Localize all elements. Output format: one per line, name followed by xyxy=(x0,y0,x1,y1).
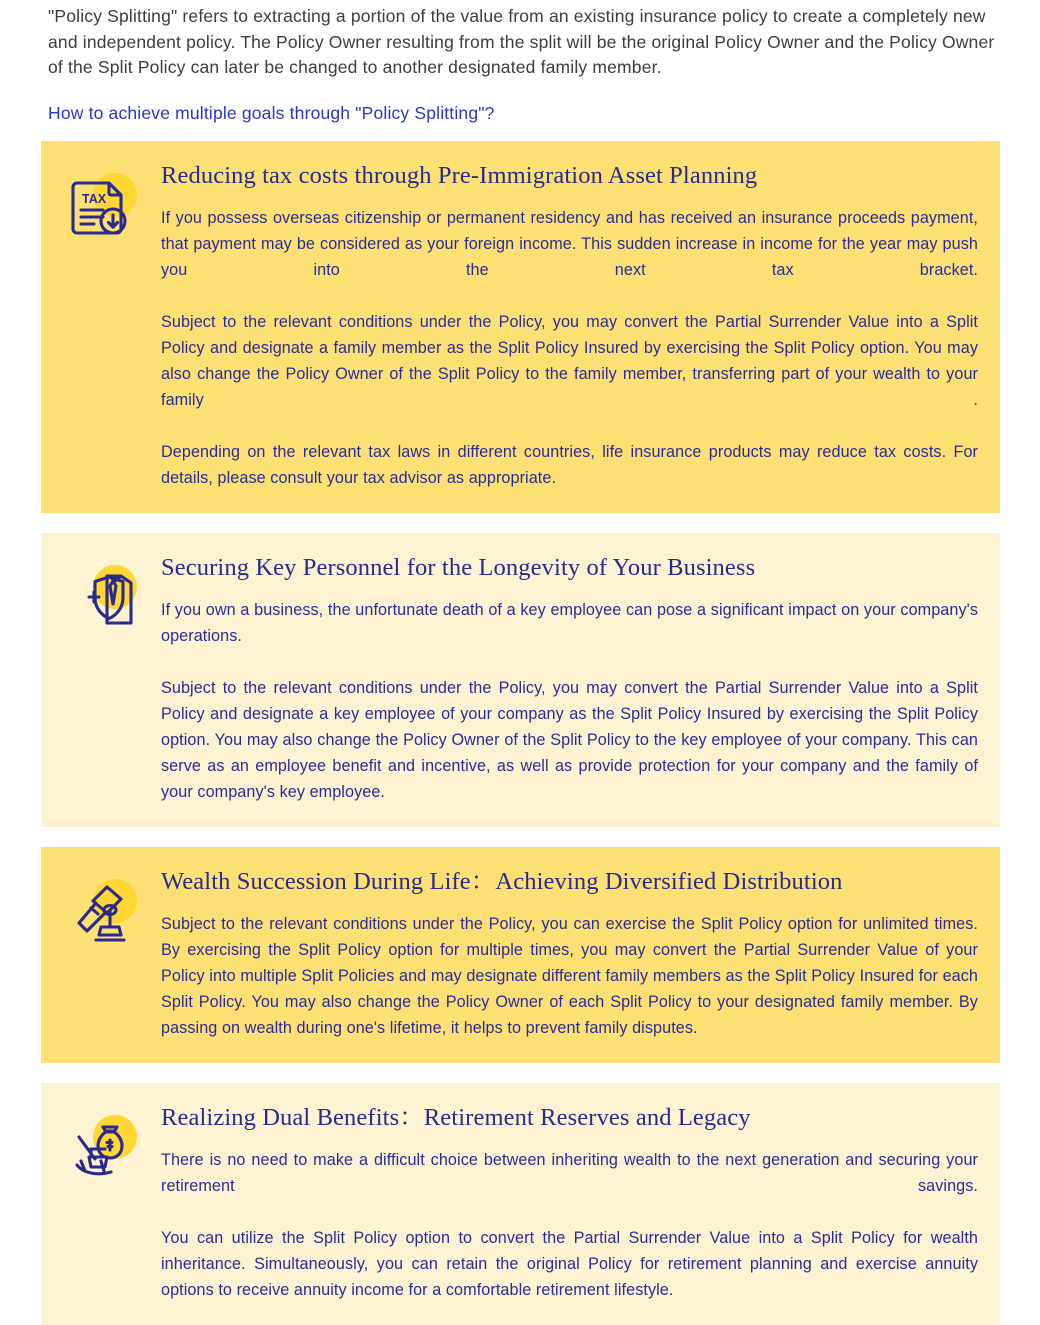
card-body-column xyxy=(161,553,1000,805)
benefit-card xyxy=(41,1083,1000,1325)
benefit-card xyxy=(41,533,1000,827)
tax-icon-label: TAX xyxy=(82,192,107,206)
rocking-chair-money-bag-icon xyxy=(63,1113,139,1189)
benefit-card-list xyxy=(41,141,1000,1325)
icon-wrap xyxy=(63,877,139,953)
card-paragraph: If you own a business, the unfortunate death of a key employee can pose a significant impact on your company's operations. xyxy=(161,601,978,645)
card-title: Reducing tax costs through Pre-Immigration Asset Planning xyxy=(161,162,758,189)
card-title: Realizing Dual Benefits：Retirement Reserves and Legacy xyxy=(161,1104,751,1131)
card-paragraph: If you possess overseas citizenship or permanent residency and has received an insurance proceeds payment, that payment may be considered as your foreign income. This sudden increase in income for the year may push you into the next tax bracket. xyxy=(161,209,978,279)
card-paragraphs xyxy=(161,1133,978,1303)
benefit-card xyxy=(41,141,1000,513)
card-paragraphs xyxy=(161,583,978,805)
card-body-column xyxy=(161,1103,1000,1303)
card-icon-column xyxy=(41,867,161,953)
shield-tie-employee-icon xyxy=(63,563,139,639)
card-icon-column xyxy=(41,161,161,247)
icon-wrap xyxy=(63,563,139,639)
intro-question-heading: How to achieve multiple goals through "Policy Splitting"? xyxy=(48,102,495,123)
card-paragraph: You can utilize the Split Policy option to convert the Partial Surrender Value into a Split Policy for wealth inheritance. Simultaneously, you can retain the original Policy for retirement planning and exercise annuity options to receive annuity income for a comfortable retirement lifestyle. xyxy=(161,1229,978,1299)
card-paragraph: There is no need to make a difficult choice between inheriting wealth to the next generation and securing your retirement savings. xyxy=(161,1151,978,1195)
card-icon-column xyxy=(41,1103,161,1189)
card-title: Securing Key Personnel for the Longevity of Your Business xyxy=(161,554,756,581)
card-icon-column xyxy=(41,553,161,639)
icon-wrap xyxy=(63,1113,139,1189)
card-paragraphs xyxy=(161,191,978,491)
intro-section xyxy=(48,0,996,125)
card-body-column xyxy=(161,161,1000,491)
intro-paragraph: "Policy Splitting" refers to extracting a portion of the value from an existing insurance policy to create a completely new and independent policy. The Policy Owner resulting from the split will be the original Policy Owner and the Policy Owner of the Split Policy can later be changed to another designated family member. xyxy=(48,6,995,77)
gavel-stamp-icon xyxy=(63,877,139,953)
card-paragraph: Depending on the relevant tax laws in different countries, life insurance products may reduce tax costs. For details, please consult your tax advisor as appropriate. xyxy=(161,443,978,487)
card-title: Wealth Succession During Life：Achieving Diversified Distribution xyxy=(161,868,843,895)
card-paragraph: Subject to the relevant conditions under the Policy, you may convert the Partial Surrender Value into a Split Policy and designate a family member as the Split Policy Insured by exercising the Split Policy option. You may also change the Policy Owner of the Split Policy to the family member, transferring part of your wealth to your family . xyxy=(161,313,978,409)
card-paragraphs xyxy=(161,897,978,1041)
tax-document-download-icon xyxy=(63,171,139,247)
benefit-card xyxy=(41,847,1000,1063)
card-paragraph: Subject to the relevant conditions under the Policy, you can exercise the Split Policy option for unlimited times. By exercising the Split Policy option for multiple times, you may convert the Partial Surrender Value of your Policy into multiple Split Policies and may designate different family members as the Split Policy Insured for each Split Policy. You may also change the Policy Owner of each Split Policy to your designated family member. By passing on wealth during one's lifetime, it helps to prevent family disputes. xyxy=(161,915,978,1037)
icon-wrap xyxy=(63,171,139,247)
card-body-column xyxy=(161,867,1000,1041)
card-paragraph: Subject to the relevant conditions under the Policy, you may convert the Partial Surrender Value into a Split Policy and designate a key employee of your company as the Split Policy Insured by exercising the Split Policy option. You may also change the Policy Owner of the Split Policy to the key employee of your company. This can serve as an employee benefit and incentive, as well as provide protection for your company and the family of your company's key employee. xyxy=(161,679,978,801)
